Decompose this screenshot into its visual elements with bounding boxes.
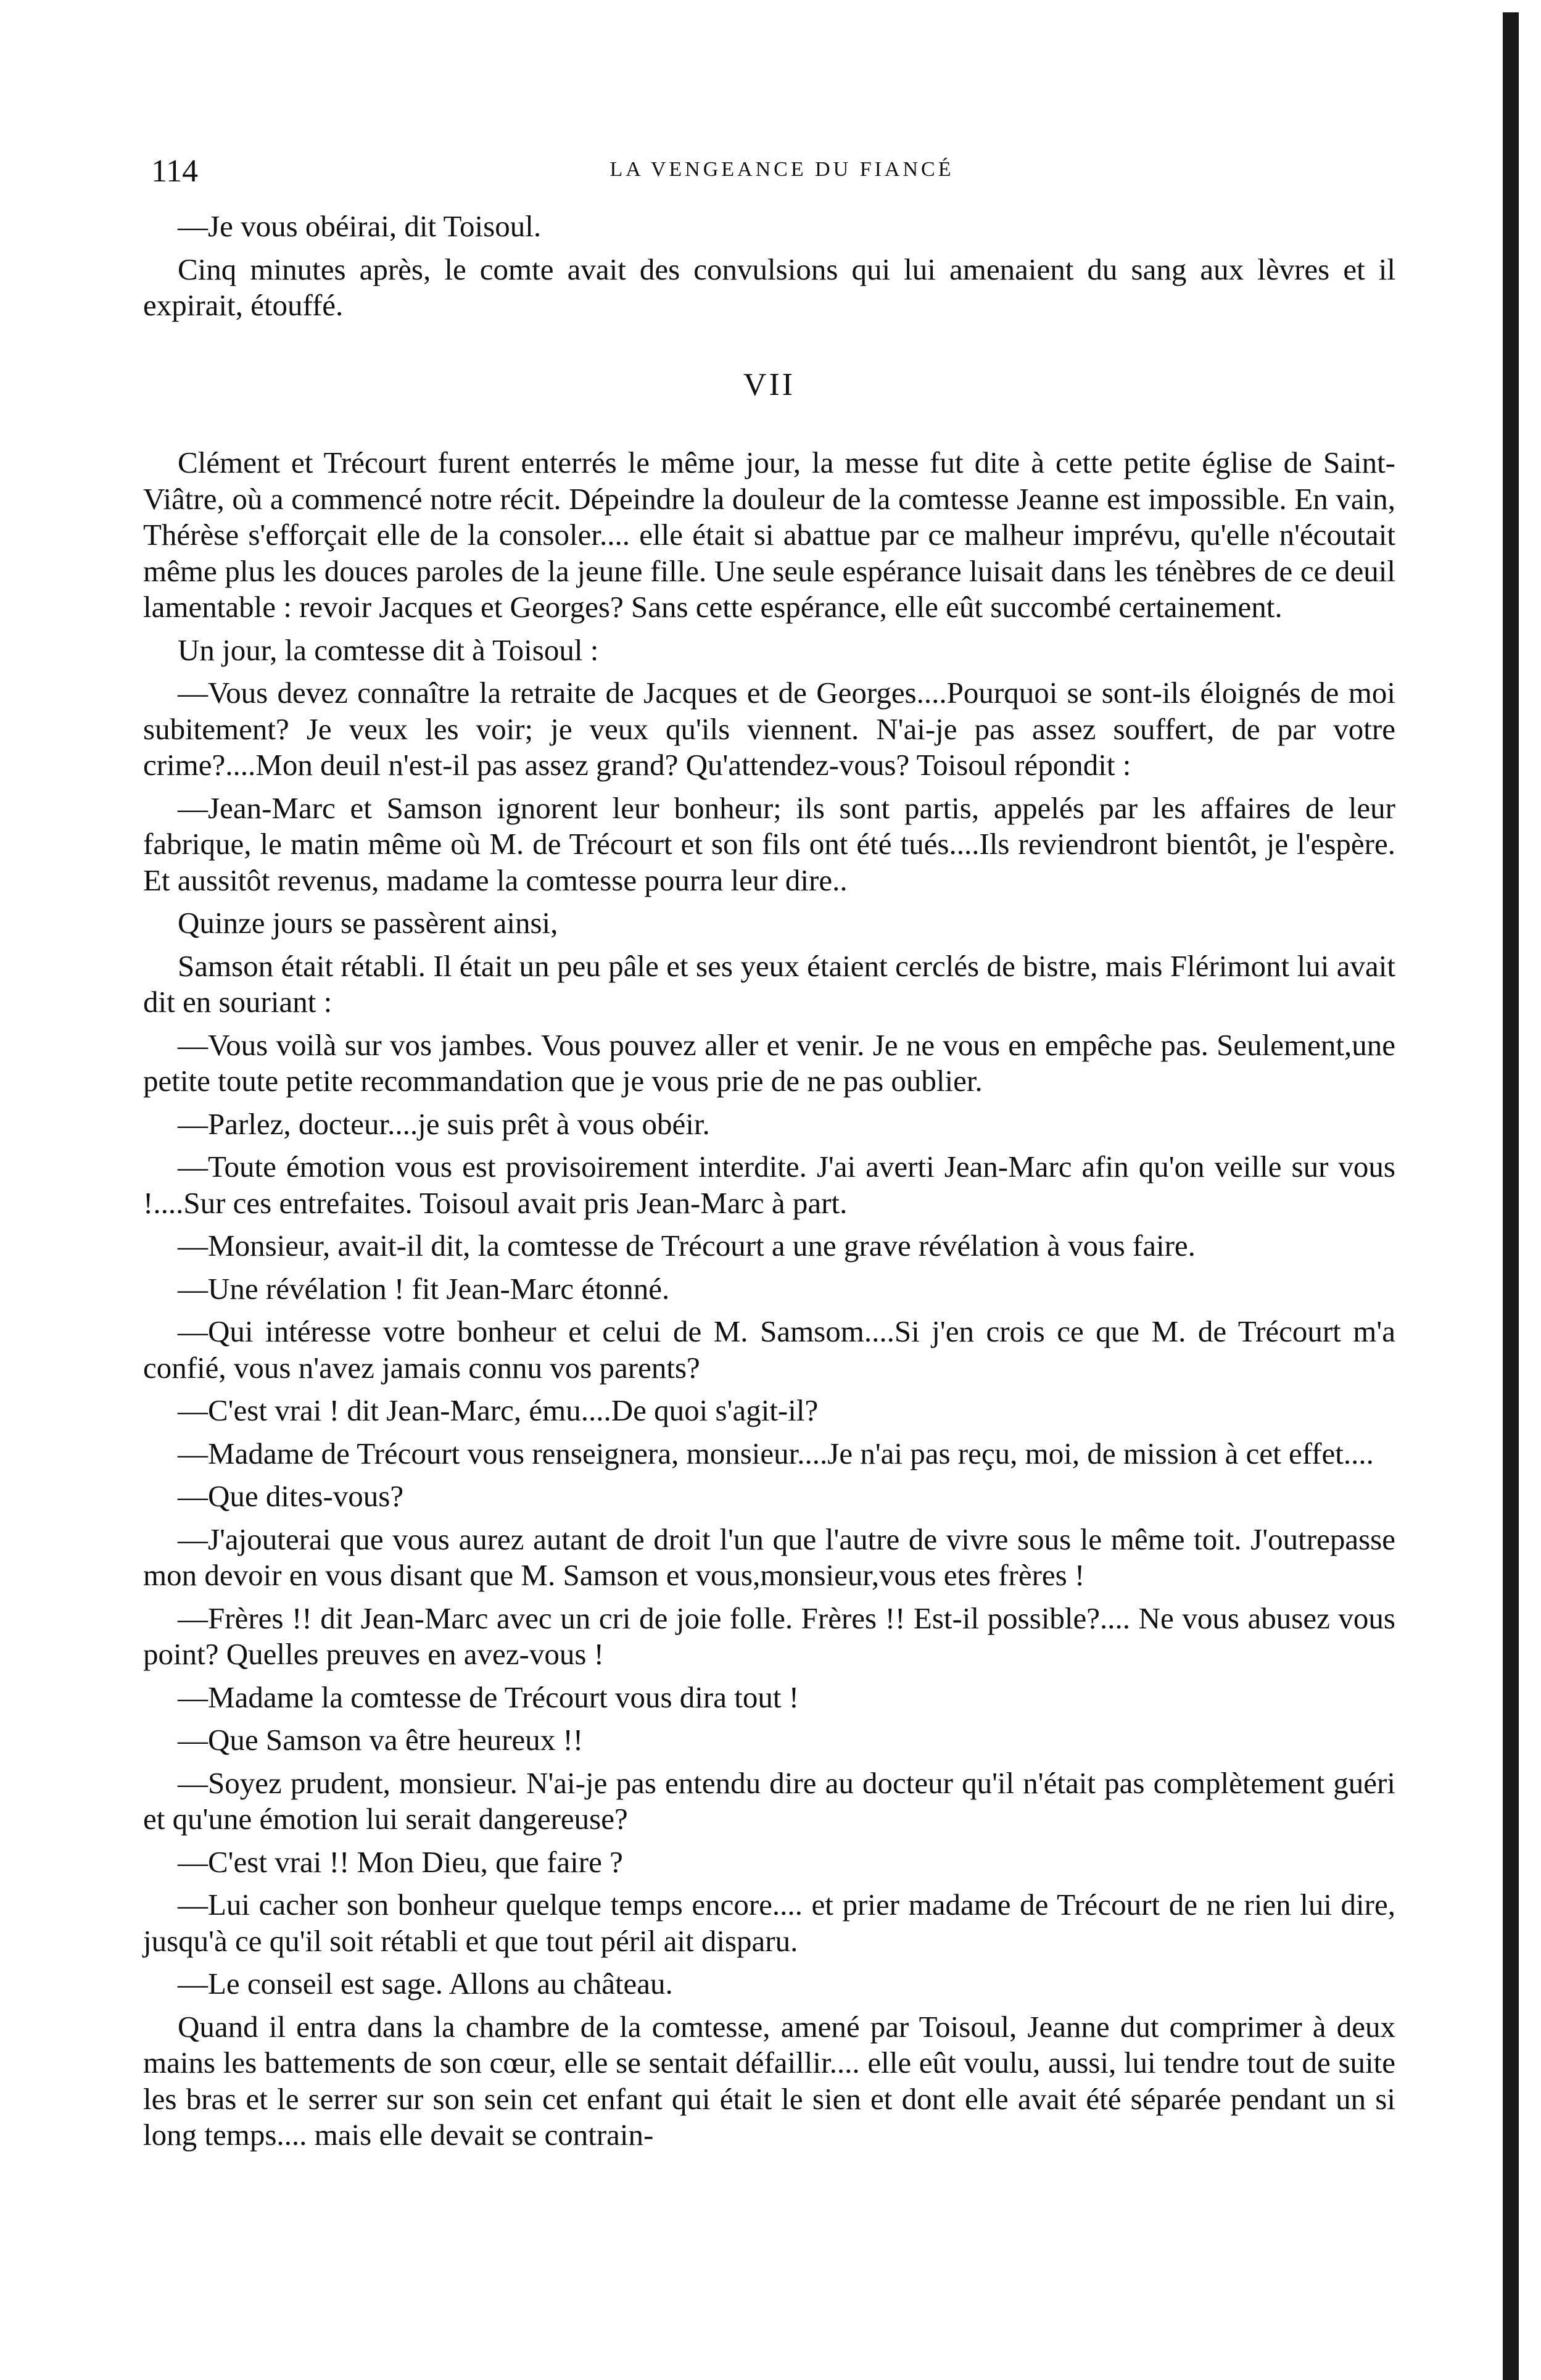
paragraph: Samson était rétabli. Il était un peu pâle et ses yeux étaient cerclés de bistre, mais Flérimont lui avait dit en souriant : <box>143 948 1395 1019</box>
paragraph: Clément et Trécourt furent enterrés le même jour, la messe fut dite à cette petite église de Saint-Viâtre, où a commencé notre récit. Dépeindre la douleur de la comtesse Jeanne est impossible. En vain, Thérèse s'efforçait elle de la consoler.... elle était si abattue par ce malheur imprévu, qu'elle n'écoutait même plus les douces paroles de la jeune fille. Une seule espérance luisait dans les ténèbres de ce deuil lamentable : revoir Jacques et Georges? Sans cette espérance, elle eût succombé certainement. <box>143 446 1395 624</box>
paragraph: —C'est vrai ! dit Jean-Marc, ému....De quoi s'agit-il? <box>178 1393 819 1427</box>
paragraph: —Lui cacher son bonheur quelque temps encore.... et prier madame de Trécourt de ne rien lui dire, jusqu'à ce qu'il soit rétabli et que tout péril ait disparu. <box>143 1888 1395 1958</box>
paragraph: —Toute émotion vous est provisoirement interdite. J'ai averti Jean-Marc afin qu'on veille sur vous !....Sur ces entrefaites. Toisoul avait pris Jean-Marc à part. <box>143 1150 1395 1220</box>
paragraph: —J'ajouterai que vous aurez autant de droit l'un que l'autre de vivre sous le même toit. J'outrepasse mon devoir en vous disant que M. Samson et vous,monsieur,vous etes frères ! <box>143 1522 1395 1592</box>
paragraph: —Madame la comtesse de Trécourt vous dira tout ! <box>178 1680 799 1714</box>
page-edge-shadow <box>1503 12 1519 2380</box>
paragraph: —Que Samson va être heureux !! <box>178 1723 584 1757</box>
paragraph: Quand il entra dans la chambre de la comtesse, amené par Toisoul, Jeanne dut comprimer à deux mains les battements de son cœur, elle se sentait défaillir.... elle eût voulu, aussi, lui tendre tout de suite les bras et le serrer sur son sein cet enfant qui était le sien et dont elle avait été séparée pendant un si long temps.... mais elle devait se contrain- <box>143 2009 1395 2152</box>
chapter-heading: VII <box>743 367 796 402</box>
page-header <box>151 153 1413 190</box>
paragraph: —Vous devez connaître la retraite de Jacques et de Georges....Pourquoi se sont-ils éloignés de moi subitement? Je veux les voir; je veux qu'ils viennent. N'ai-je pas assez souffert, de par votre crime?....Mon deuil n'est-il pas assez grand? Qu'attendez-vous? Toisoul répondit : <box>143 676 1395 782</box>
paragraph: Cinq minutes après, le comte avait des convulsions qui lui amenaient du sang aux lèvres et il expirait, étouffé. <box>143 252 1395 322</box>
paragraph: —Vous voilà sur vos jambes. Vous pouvez aller et venir. Je ne vous en empêche pas. Seulement,une petite toute petite recommandation que je vous prie de ne pas oublier. <box>143 1027 1395 1098</box>
paragraph: —Le conseil est sage. Allons au château. <box>178 1967 673 2001</box>
paragraph: —Parlez, docteur....je suis prêt à vous obéir. <box>178 1106 710 1141</box>
paragraph: —Madame de Trécourt vous renseignera, monsieur....Je n'ai pas reçu, moi, de mission à cet effet.... <box>178 1436 1374 1470</box>
paragraph: —Soyez prudent, monsieur. N'ai-je pas entendu dire au docteur qu'il n'était pas complètement guéri et qu'une émotion lui serait dangereuse? <box>143 1765 1395 1836</box>
paragraph: Quinze jours se passèrent ainsi, <box>178 906 558 940</box>
paragraph: —Qui intéresse votre bonheur et celui de M. Samsom....Si j'en crois ce que M. de Trécourt m'a confié, vous n'avez jamais connu vos parents? <box>143 1314 1395 1385</box>
paragraph: Un jour, la comtesse dit à Toisoul : <box>178 632 599 667</box>
page-number: 114 <box>151 154 199 189</box>
paragraph: —Je vous obéirai, dit Toisoul. <box>178 209 542 243</box>
paragraph: —Jean-Marc et Samson ignorent leur bonheur; ils sont partis, appelés par les affaires de leur fabrique, le matin même où M. de Trécourt et son fils ont été tués....Ils reviendront bientôt, je l'espère. Et aussitôt revenus, madame la comtesse pourra leur dire.. <box>143 790 1395 897</box>
paragraph: —Une révélation ! fit Jean-Marc étonné. <box>178 1271 670 1306</box>
running-title: LA VENGEANCE DU FIANCÉ <box>609 158 954 181</box>
paragraph: —Frères !! dit Jean-Marc avec un cri de joie folle. Frères !! Est-il possible?.... Ne vous abusez vous point? Quelles preuves en avez-vous ! <box>143 1601 1395 1671</box>
body-text <box>143 209 1395 2160</box>
paragraph: —Que dites-vous? <box>178 1479 404 1513</box>
paragraph: —Monsieur, avait-il dit, la comtesse de Trécourt a une grave révélation à vous faire. <box>178 1229 1196 1263</box>
paragraph: —C'est vrai !! Mon Dieu, que faire ? <box>178 1844 623 1879</box>
